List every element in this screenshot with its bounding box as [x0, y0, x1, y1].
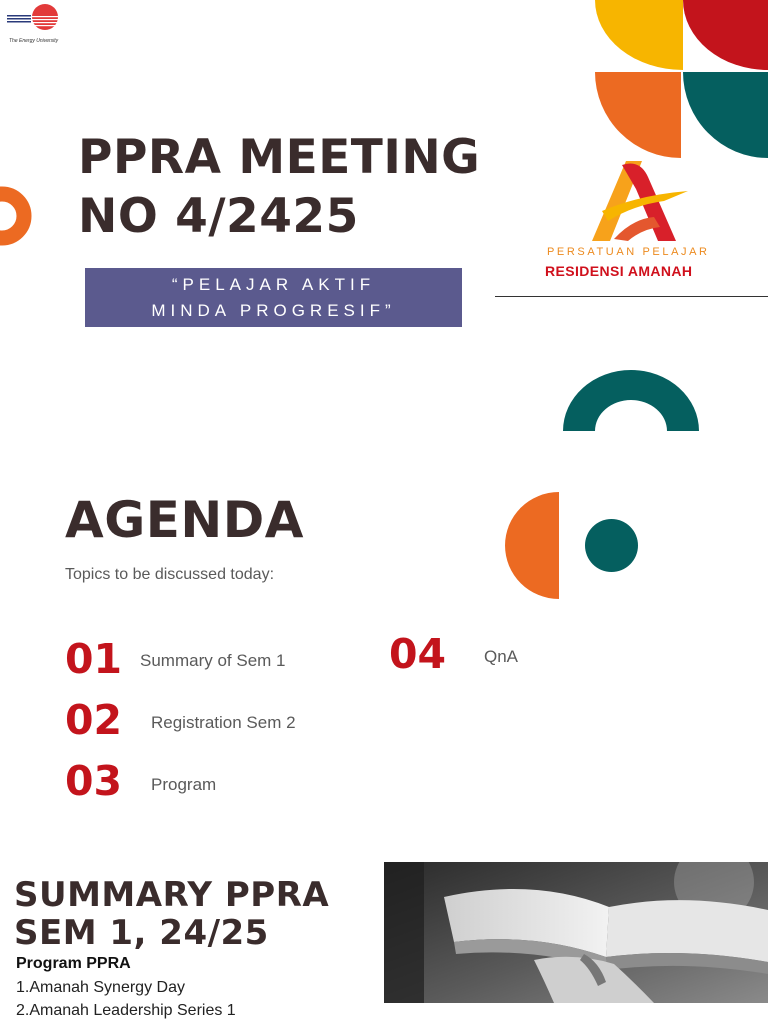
- program-heading: Program PPRA: [16, 955, 131, 972]
- program-list-item: 1.Amanah Synergy Day: [16, 979, 185, 996]
- agenda-item-number: 04: [389, 630, 447, 678]
- program-list-item: 2.Amanah Leadership Series 1: [16, 1002, 236, 1019]
- agenda-item-label: Program: [151, 775, 217, 794]
- agenda-item-number: 01: [65, 635, 123, 683]
- agenda-item-number: 02: [65, 696, 123, 744]
- slogan-line2: MINDA PROGRESIF”: [151, 301, 396, 320]
- decorative-teal-dot: [585, 519, 638, 572]
- summary-title: [14, 876, 329, 952]
- agenda-item-label: QnA: [484, 647, 519, 666]
- slogan-line1: “PELAJAR AKTIF: [171, 275, 376, 294]
- divider-line: [495, 296, 768, 297]
- page-title-line2: NO 4/2425: [78, 189, 359, 244]
- brand-logo: [540, 155, 725, 285]
- agenda-subtitle: Topics to be discussed today:: [65, 566, 275, 583]
- open-book-image: [384, 862, 768, 1003]
- brand-a-logo-icon: [584, 155, 694, 243]
- university-logo-icon: [6, 3, 62, 33]
- university-tagline: The Energy University: [9, 38, 59, 44]
- page-title-line1: PPRA MEETING: [78, 130, 481, 185]
- summary-title-line1: SUMMARY PPRA: [14, 875, 330, 915]
- brand-line1: PERSATUAN PELAJAR: [547, 246, 710, 258]
- open-book-photo: [384, 862, 768, 1003]
- slogan-banner: [85, 268, 462, 327]
- brand-line2: RESIDENSI AMANAH: [545, 263, 693, 279]
- decorative-teal-arch: [563, 370, 699, 431]
- agenda-item-label: Registration Sem 2: [151, 713, 296, 732]
- page-title: [78, 128, 508, 246]
- decorative-shapes-top-right: [595, 0, 768, 158]
- agenda-item-label: Summary of Sem 1: [140, 651, 286, 670]
- decorative-orange-ring: [0, 184, 34, 248]
- decorative-orange-half-circle: [505, 492, 559, 599]
- summary-title-line2: SEM 1, 24/25: [14, 913, 269, 953]
- agenda-title: AGENDA: [65, 491, 304, 549]
- agenda-item-number: 03: [65, 757, 123, 805]
- university-logo: [6, 3, 62, 44]
